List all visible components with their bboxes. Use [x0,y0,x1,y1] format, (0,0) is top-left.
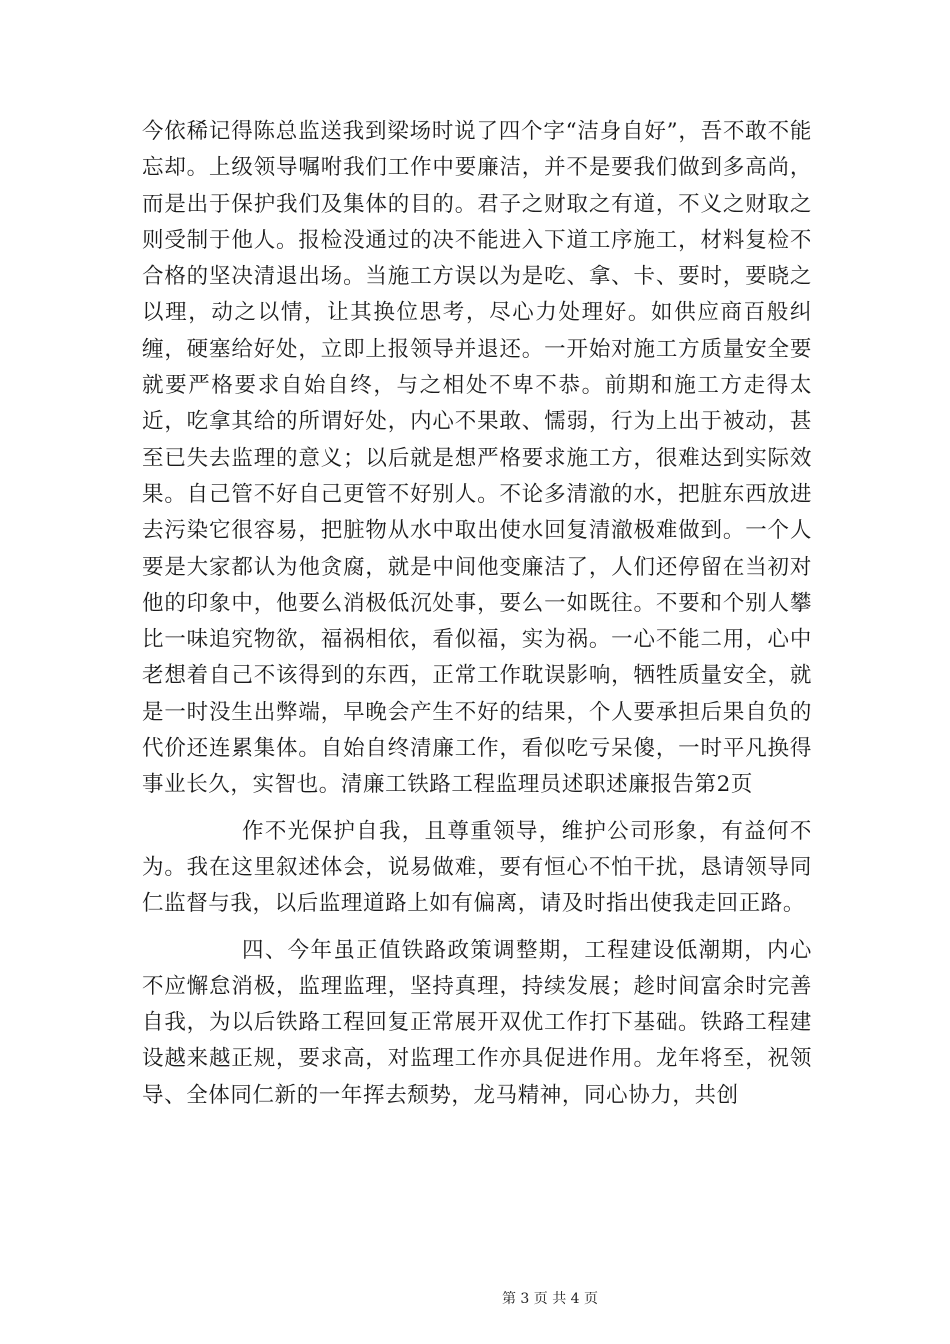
paragraph-1: 今依稀记得陈总监送我到梁场时说了四个字“洁身自好”，吾不敢不能忘却。上级领导嘱咐我们工作中要廉洁，并不是要我们做到多高尚，而是出于保护我们及集体的目的。君子之财取之有道，不义之财取之则受制于他人。报检没通过的决不能进入下道工序施工，材料复检不合格的坚决清退出场。当施工方误以为是吃、拿、卡、要时，要晓之以理，动之以情，让其换位思考，尽心力处理好。如供应商百般纠缠，硬塞给好处，立即上报领导并退还。一开始对施工方质量安全要就要严格要求自始自终，与之相处不卑不恭。前期和施工方走得太近，吃拿其给的所谓好处，内心不果敢、懦弱，行为上出于被动，甚至已失去监理的意义；以后就是想严格要求施工方，很难达到实际效果。自己管不好自己更管不好别人。不论多清澈的水，把脏东西放进去污染它很容易，把脏物从水中取出使水回复清澈极难做到。一个人要是大家都认为他贪腐，就是中间他变廉洁了，人们还停留在当初对他的印象中，他要么消极低沉处事，要么一如既往。不要和个别人攀比一味追究物欲，福祸相依，看似福，实为祸。一心不能二用，心中老想着自己不该得到的东西，正常工作耽误影响，牺牲质量安全，就是一时没生出弊端，早晚会产生不好的结果，个人要承担后果自负的代价还连累集体。自始自终清廉工作，看似吃亏呆傻，一时平凡换得事业长久，实智也。清廉工铁路工程监理员述职述廉报告第2页 [142,119,812,798]
document-body [142,114,812,1114]
page-number-footer: 第 3 页 共 4 页 [501,1291,599,1307]
paragraph-2: 作不光保护自我，且尊重领导，维护公司形象，有益何不为。我在这里叙述体会，说易做难，要有恒心不怕干扰，恳请领导同仁监督与我，以后监理道路上如有偏离，请及时指出使我走回正路。 [142,818,812,917]
paragraph-3: 四、今年虽正值铁路政策调整期，工程建设低潮期，内心不应懈怠消极，监理监理，坚持真理，持续发展；趁时间富余时完善自我，为以后铁路工程回复正常展开双优工作打下基础。铁路工程建设越来越正规，要求高，对监理工作亦具促进作用。龙年将至，祝领导、全体同仁新的一年挥去颓势，龙马精神，同心协力，共创 [142,937,812,1108]
